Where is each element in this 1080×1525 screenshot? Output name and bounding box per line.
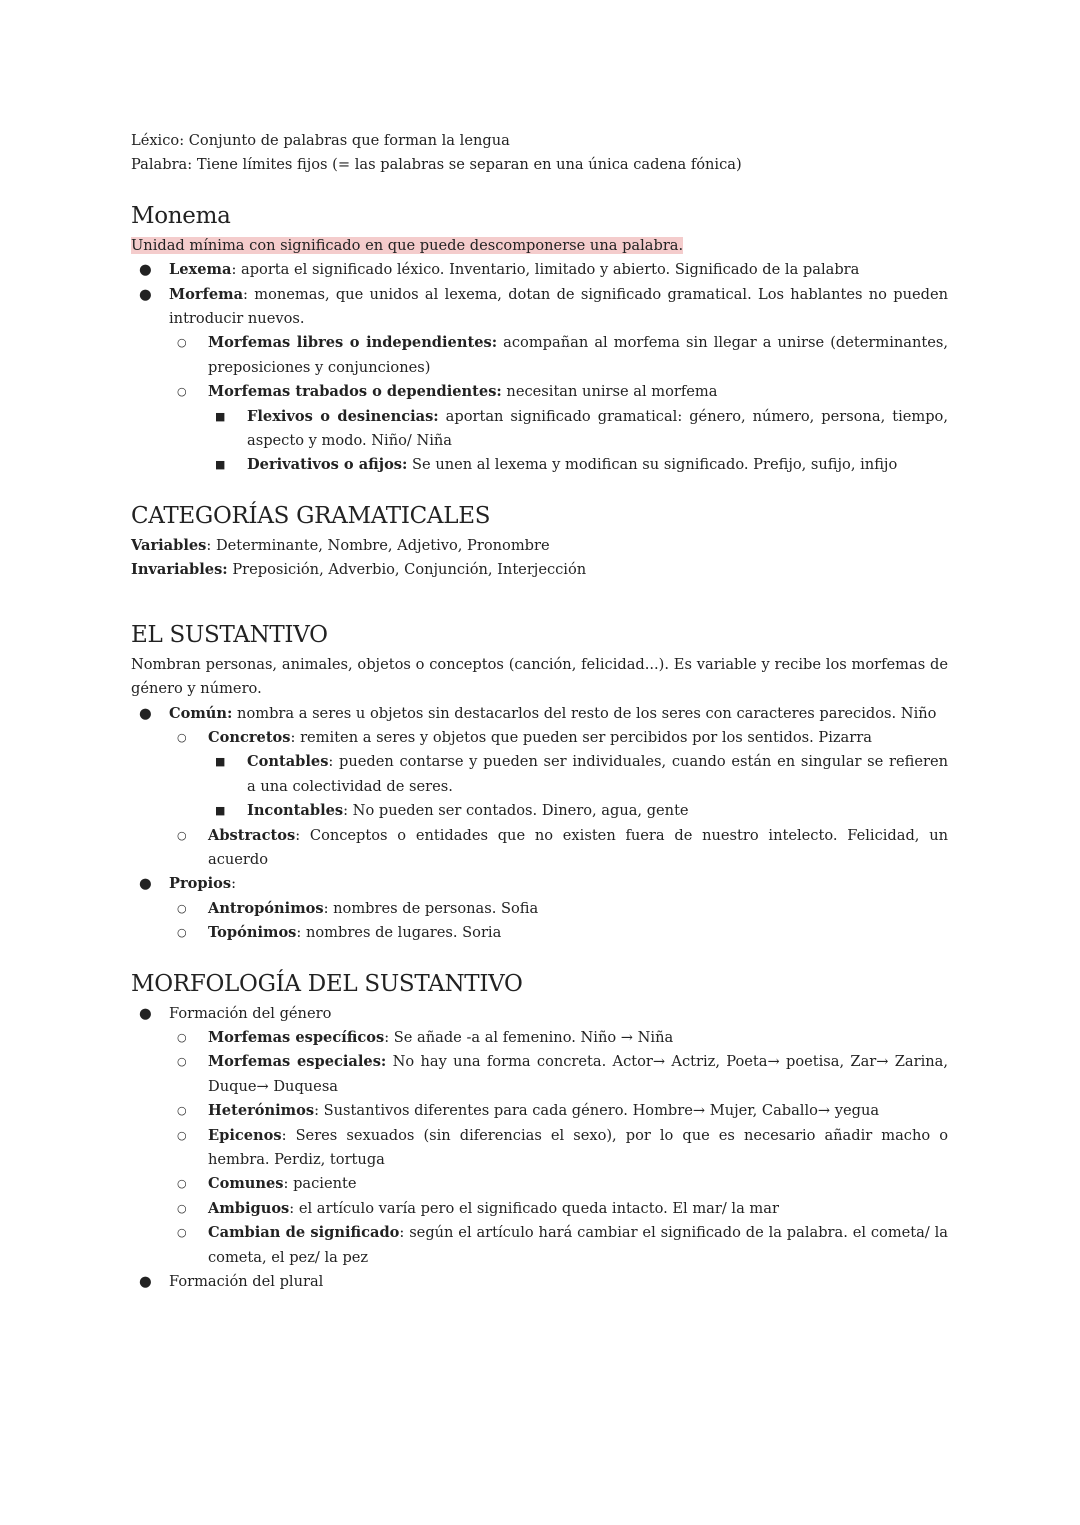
item-term: Lexema [169,261,232,279]
item-text: No hay una forma concreta. Actor→ Actriz, Poeta→ poetisa, Zar→ Zarina, Duque→ Duquesa [208,1053,948,1095]
circle-bullet-icon: ○ [177,901,187,915]
item-term: Concretos [208,728,291,746]
circle-bullet-icon: ○ [177,1177,187,1191]
item-text: : pueden contarse y pueden ser individuales, cuando están en singular se refieren a una colectividad de seres. [247,753,948,795]
document-page [131,129,948,1294]
item-text: : Sustantivos diferentes para cada género. Hombre→ Mujer, Caballo→ yegua [314,1102,880,1120]
list-item [131,405,948,454]
circle-bullet-icon: ○ [177,1030,187,1044]
square-bullet-icon: ■ [215,409,226,423]
circle-bullet-icon: ○ [177,1055,187,1069]
item-term: Incontables [247,802,344,820]
square-bullet-icon: ■ [215,458,226,472]
circle-bullet-icon: ○ [177,828,187,842]
item-term: Morfemas especiales: [208,1053,387,1071]
item-text: : Seres sexuados (sin diferencias el sexo), por lo que es necesario añadir macho o hembra. Perdiz, tortuga [208,1126,948,1168]
item-term: Morfemas trabados o dependientes: [208,383,502,401]
circle-bullet-icon: ○ [177,385,187,399]
categorias-line: Variables: Determinante, Nombre, Adjetivo, Pronombre [131,536,550,554]
list-item [131,1002,948,1026]
sustantivo-intro: Nombran personas, animales, objetos o conceptos (canción, felicidad...). Es variable y recibe los morfemas de género y número. [131,655,948,698]
item-text: : Conceptos o entidades que no existen fuera de nuestro intelecto. Felicidad, un acuerdo [208,826,948,868]
list-item [131,453,948,477]
item-term: Flexivos o desinencias: [247,407,439,425]
list-item [131,824,948,873]
sustantivo-list [131,702,948,946]
item-term: Propios [169,875,232,893]
list-item [131,1197,948,1221]
circle-bullet-icon: ○ [177,1226,187,1240]
circle-bullet-icon: ○ [177,1128,187,1142]
morfologia-list [131,1002,948,1295]
circle-bullet-icon: ○ [177,1104,187,1118]
list-item [131,1050,948,1099]
monema-list [131,258,948,478]
circle-bullet-icon: ○ [177,1201,187,1215]
list-item [131,331,948,380]
heading-sustantivo: EL SUSTANTIVO [131,621,328,648]
list-item [131,283,948,332]
item-term: Morfemas libres o independientes: [208,334,498,352]
item-term: Ambiguos [208,1199,290,1217]
item-text: : remiten a seres y objetos que pueden ser percibidos por los sentidos. Pizarra [290,728,872,746]
circle-bullet-icon: ○ [177,926,187,940]
list-item [131,1026,948,1050]
list-item [131,258,948,282]
circle-bullet-icon: ○ [177,336,187,350]
square-bullet-icon: ■ [215,755,226,769]
bullet-icon: ● [139,1273,152,1291]
item-text: Formación del plural [169,1273,324,1291]
heading-categorias: CATEGORÍAS GRAMATICALES [131,502,491,529]
bullet-icon: ● [139,261,152,279]
list-item [131,702,948,726]
circle-bullet-icon: ○ [177,730,187,744]
item-text: aportan significado gramatical: género, número, persona, tiempo, aspecto y modo. Niño/ Niña [247,407,948,450]
list-item [131,897,948,921]
item-term: Epicenos [208,1126,282,1144]
item-term: Antropónimos [208,899,324,917]
monema-definition: Unidad mínima con significado en que puede descomponerse una palabra. [131,236,684,254]
intro [131,129,948,178]
item-term: Contables [247,753,329,771]
bullet-icon: ● [139,875,152,893]
heading-monema: Monema [131,202,231,229]
item-term: Morfemas específicos [208,1028,385,1046]
bullet-icon: ● [139,1004,152,1022]
list-item [131,872,948,896]
item-term: Heterónimos [208,1102,315,1120]
item-text: : nombres de lugares. Soria [296,924,502,942]
item-term: Comunes [208,1175,284,1193]
item-term: Común: [169,704,233,722]
item-term: Cambian de significado [208,1224,400,1242]
item-text: : [231,875,237,893]
list-item [131,921,948,945]
item-text: necesitan unirse al morfema [501,383,718,401]
item-text: : No pueden ser contados. Dinero, agua, gente [343,802,689,820]
list-item [131,1221,948,1270]
list-item [131,1172,948,1196]
item-text: acompañan al morfema sin llegar a unirse (determinantes, preposiciones y conjunciones) [208,334,949,376]
categorias-line: Invariables: Preposición, Adverbio, Conjunción, Interjección [131,561,587,579]
list-item [131,1099,948,1123]
list-item [131,1124,948,1173]
item-text: Formación del género [169,1004,332,1022]
item-term: Abstractos [208,826,296,844]
bullet-icon: ● [139,704,152,722]
item-text: : el artículo varía pero el significado queda intacto. El mar/ la mar [289,1199,779,1217]
intro-line: Léxico: Conjunto de palabras que forman la lengua [131,132,510,149]
square-bullet-icon: ■ [215,804,226,818]
item-text: : paciente [283,1175,357,1193]
list-item [131,750,948,799]
list-item [131,380,948,404]
item-term: Morfema [169,285,244,303]
item-text: : nombres de personas. Sofia [323,899,539,917]
item-text: : monemas, que unidos al lexema, dotan de significado gramatical. Los hablantes no pueden introducir nuevos. [169,285,948,328]
item-text: : según el artículo hará cambiar el significado de la palabra. el cometa/ la cometa, el pez/ la pez [208,1224,948,1266]
intro-line: Palabra: Tiene límites fijos (= las palabras se separan en una única cadena fónica) [131,156,742,174]
list-item [131,799,948,823]
bullet-icon: ● [139,285,152,303]
item-term: Derivativos o afijos: [247,456,408,474]
item-term: Topónimos [208,924,297,942]
item-text: Se unen al lexema y modifican su significado. Prefijo, sufijo, infijo [407,456,898,474]
list-item [131,1270,948,1294]
item-text: : aporta el significado léxico. Inventario, limitado y abierto. Significado de la palabra [231,261,860,279]
item-text: nombra a seres u objetos sin destacarlos del resto de los seres con caracteres parecidos. Niño [232,704,937,722]
heading-morfologia: MORFOLOGÍA DEL SUSTANTIVO [131,970,523,997]
item-text: : Se añade -a al femenino. Niño → Niña [384,1028,674,1046]
list-item [131,726,948,750]
